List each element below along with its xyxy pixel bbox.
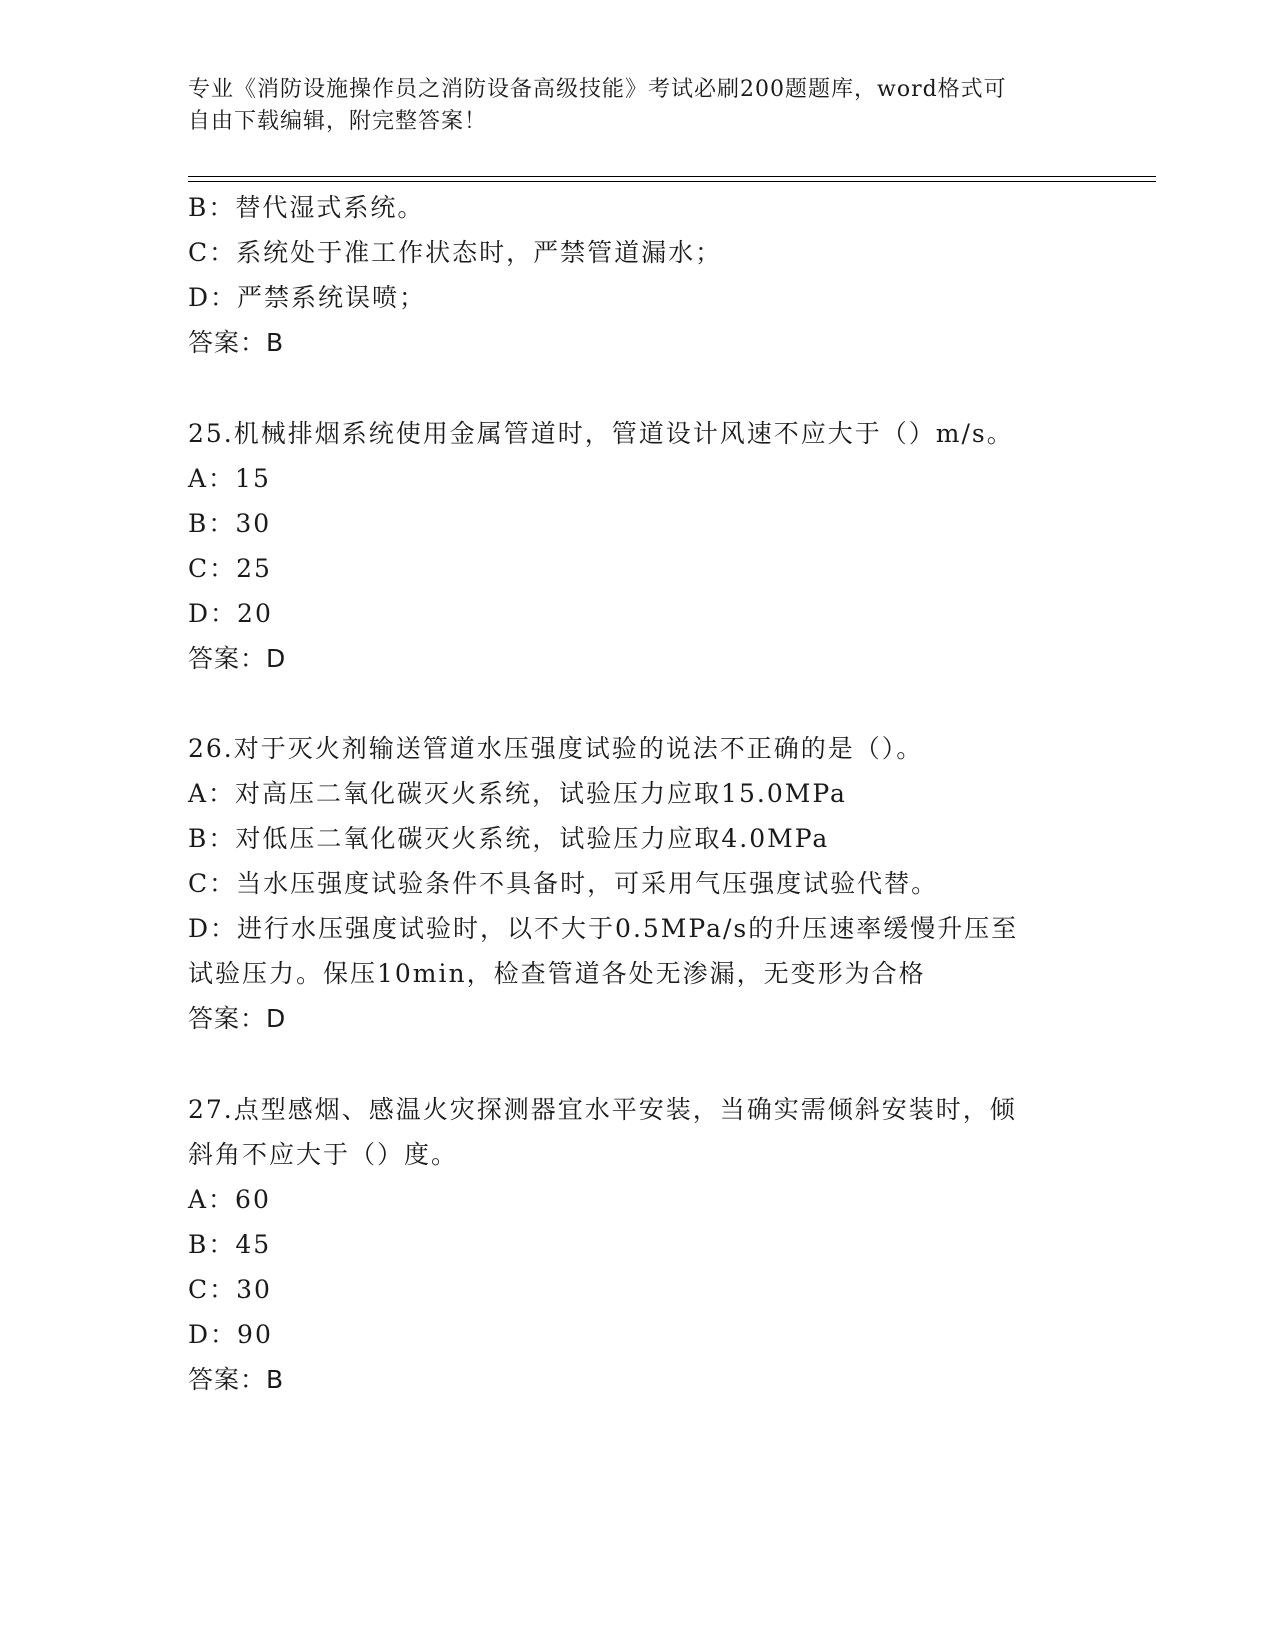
document-header [188,74,1068,138]
header-line-1: 专业《消防设施操作员之消防设备高级技能》考试必刷200题题库，word格式可 [188,77,1007,102]
q27-option-a: A：60 [188,1185,271,1214]
q25-option-c: C：25 [188,554,272,583]
header-line-2: 自由下载编辑，附完整答案！ [188,109,488,134]
q27-answer: 答案：B [188,1365,285,1394]
q27-option-b: B：45 [188,1230,272,1259]
q26-option-d-line-2: 试验压力。保压10min，检查管道各处无渗漏，无变形为合格 [188,959,926,988]
q26-option-a: A：对高压二氧化碳灭火系统，试验压力应取15.0MPa [188,779,847,808]
q25-question: 25.机械排烟系统使用金属管道时，管道设计风速不应大于（）m/s。 [188,419,1014,448]
q27-option-d: D：90 [188,1320,273,1349]
q27-question-line-2: 斜角不应大于（）度。 [188,1140,459,1169]
header-divider-top [188,176,1156,177]
q27-option-c: C：30 [188,1275,272,1304]
q26-option-d-line-1: D：进行水压强度试验时，以不大于0.5MPa/s的升压速率缓慢升压至 [188,914,1019,943]
q26-answer: 答案：D [188,1004,287,1033]
q25-option-a: A：15 [188,464,271,493]
q26-option-b: B：对低压二氧化碳灭火系统，试验压力应取4.0MPa [188,824,830,853]
header-divider-bottom [188,181,1156,182]
q25-option-b: B：30 [188,509,272,538]
q26-question: 26.对于灭火剂输送管道水压强度试验的说法不正确的是（）。 [188,734,924,763]
q27-question-line-1: 27.点型感烟、感温火灾探测器宜水平安装，当确实需倾斜安装时，倾 [188,1095,1017,1124]
q26-option-c: C：当水压强度试验条件不具备时，可采用气压强度试验代替。 [188,869,939,898]
q25-option-d: D：20 [188,599,273,628]
q25-answer: 答案：D [188,644,287,673]
prev-option-b: B：替代湿式系统。 [188,193,425,222]
prev-option-c: C：系统处于准工作状态时，严禁管道漏水； [188,238,723,267]
prev-answer: 答案：B [188,328,285,357]
prev-option-d: D：严禁系统误喷； [188,283,427,312]
